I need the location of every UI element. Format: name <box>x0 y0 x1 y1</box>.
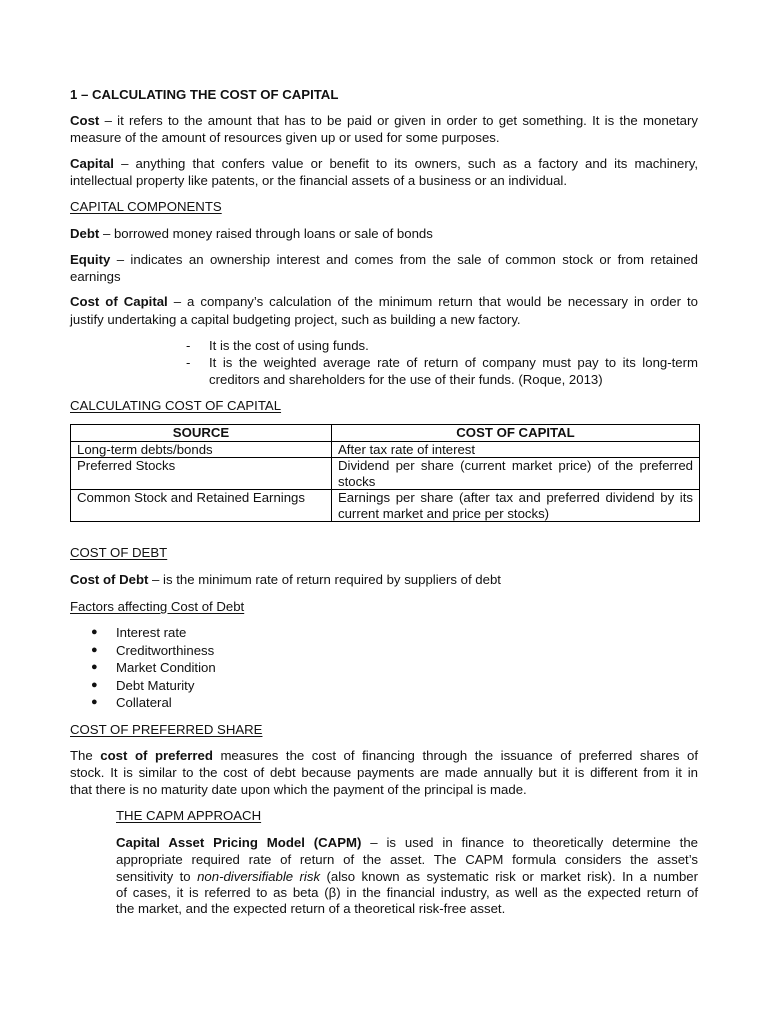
table-cell: Preferred Stocks <box>71 458 332 490</box>
debt-term: Debt <box>70 226 100 241</box>
capm-paragraph-line5: the market, and the expected return of a theoretical risk-free asset. <box>116 901 506 916</box>
equity-definition: Equity – indicates an ownership interest and comes from the sale of common stock or from retained <box>70 252 698 267</box>
table-row <box>71 458 700 490</box>
list-item: Market Condition <box>116 660 216 675</box>
preferred-paragraph-line2: stock. It is similar to the cost of debt because payments are made annually but it is different from it in <box>70 765 698 780</box>
capital-components-heading: CAPITAL COMPONENTS <box>70 199 222 214</box>
capital-term: Capital <box>70 156 114 171</box>
dash-marker: - <box>186 338 191 353</box>
list-item: Creditworthiness <box>116 643 215 658</box>
cost-of-capital-term: Cost of Capital <box>70 294 168 309</box>
cost-of-capital-table <box>70 424 700 522</box>
preferred-share-heading: COST OF PREFERRED SHARE <box>70 722 263 737</box>
bullet-icon: ● <box>91 626 98 638</box>
list-item: Debt Maturity <box>116 678 195 693</box>
table-header-row <box>71 425 700 442</box>
dash-item: It is the weighted average rate of return of company must pay to its long-term <box>209 355 698 370</box>
preferred-paragraph: The cost of preferred measures the cost of financing through the issuance of preferred shares of <box>70 748 699 763</box>
capital-definition: Capital – anything that confers value or benefit to its owners, such as a factory and its machinery, <box>70 156 698 171</box>
bullet-icon: ● <box>91 661 98 673</box>
factors-heading: Factors affecting Cost of Debt <box>70 599 245 614</box>
section-heading: 1 – CALCULATING THE COST OF CAPITAL <box>70 87 339 102</box>
capm-paragraph-line4: of cases, it is referred to as beta (β) in the financial industry, as well as the expected return of <box>116 885 698 900</box>
list-item: Interest rate <box>116 625 187 640</box>
cost-of-capital-definition: Cost of Capital – a company’s calculation of the minimum return that would be necessary in order to <box>70 294 698 309</box>
table-header-source: SOURCE <box>71 425 332 442</box>
cost-definition: Cost – it refers to the amount that has to be paid or given in order to get something. It is the monetary <box>70 113 698 128</box>
table-cell: Dividend per share (current market price) of the preferred stocks <box>332 458 700 490</box>
debt-definition: Debt – borrowed money raised through loans or sale of bonds <box>70 226 433 241</box>
table-row <box>71 441 700 458</box>
table-cell: After tax rate of interest <box>332 441 700 458</box>
bullet-icon: ● <box>91 644 98 656</box>
cost-of-capital-definition-line2: justify undertaking a capital budgeting project, such as building a new factory. <box>70 312 521 327</box>
capital-definition-line2: intellectual property like patents, or the financial assets of a business or an individual. <box>70 173 568 188</box>
cost-of-debt-definition: Cost of Debt – is the minimum rate of return required by suppliers of debt <box>70 572 501 587</box>
equity-term: Equity <box>70 252 111 267</box>
table-cell: Long-term debts/bonds <box>71 441 332 458</box>
capm-term: Capital Asset Pricing Model (CAPM) <box>116 835 362 850</box>
bullet-icon: ● <box>91 696 98 708</box>
dash-item: It is the cost of using funds. <box>209 338 369 353</box>
cost-definition-line2: measure of the amount of resources given up or used for some purposes. <box>70 130 500 145</box>
non-diversifiable-risk-term: non-diversifiable risk <box>197 869 321 884</box>
table-header-cost: COST OF CAPITAL <box>332 425 700 442</box>
cost-term: Cost <box>70 113 100 128</box>
table-row <box>71 490 700 522</box>
bullet-icon: ● <box>91 679 98 691</box>
calculating-cost-heading: CALCULATING COST OF CAPITAL <box>70 398 282 413</box>
capm-heading: THE CAPM APPROACH <box>116 808 262 823</box>
list-item: Collateral <box>116 695 172 710</box>
equity-definition-line2: earnings <box>70 269 121 284</box>
dash-marker: - <box>186 355 191 370</box>
preferred-paragraph-line3: that there is no maturity date upon which the payment of the principal is made. <box>70 782 527 797</box>
capm-paragraph-line2: appropriate required rate of return of the asset. The CAPM formula considers the asset’s <box>116 852 698 867</box>
table-cell: Common Stock and Retained Earnings <box>71 490 332 522</box>
cost-of-debt-heading: COST OF DEBT <box>70 545 168 560</box>
cost-of-preferred-term: cost of preferred <box>100 748 213 763</box>
dash-item-continuation: creditors and shareholders for the use of their funds. (Roque, 2013) <box>209 372 603 387</box>
cost-of-debt-term: Cost of Debt <box>70 572 149 587</box>
capm-paragraph: Capital Asset Pricing Model (CAPM) – is used in finance to theoretically determine the <box>116 835 698 850</box>
table-cell: Earnings per share (after tax and preferred dividend by its current market and price per stocks) <box>332 490 700 522</box>
capm-paragraph-line3: sensitivity to non-diversifiable risk (also known as systematic risk or market risk). In a number <box>116 869 698 884</box>
